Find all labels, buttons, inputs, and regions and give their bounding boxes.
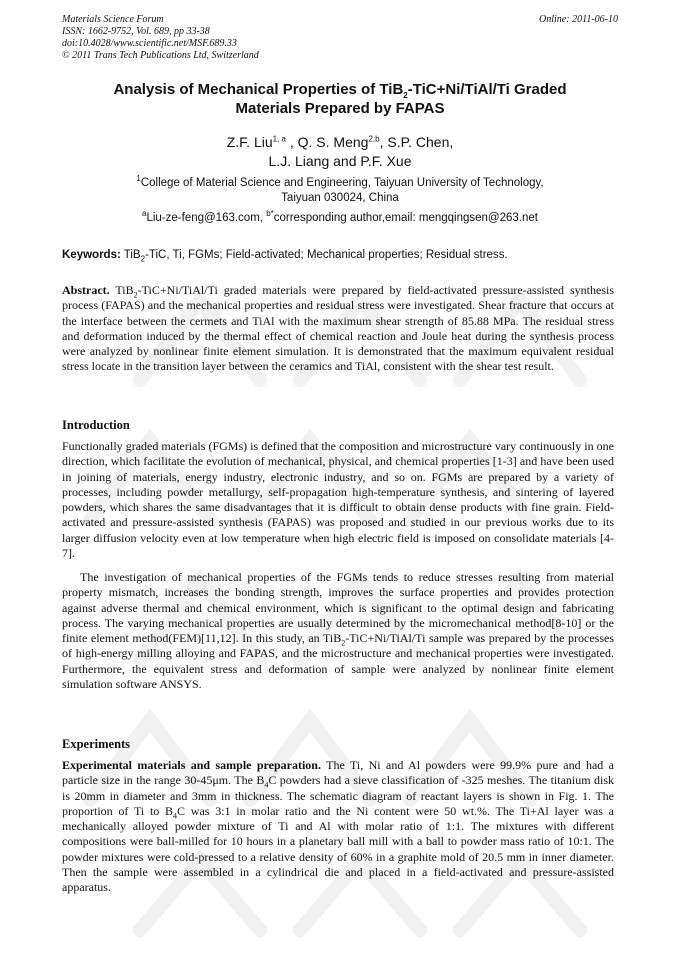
- experiments-subheading: Experimental materials and sample preparation.: [62, 758, 321, 772]
- author-list: [62, 133, 618, 171]
- journal-name: Materials Science Forum: [62, 14, 164, 25]
- author-emails: [62, 211, 618, 226]
- doi: doi:10.4028/www.scientific.net/MSF.689.33: [62, 38, 237, 49]
- abstract: [62, 283, 614, 375]
- experiments-heading: Experiments: [62, 737, 131, 751]
- intro-p2-sub: 2: [341, 638, 346, 648]
- exp-sub-2: 4: [173, 811, 178, 821]
- author-1-sup: 1, a: [272, 134, 286, 144]
- abstract-label: Abstract.: [62, 283, 110, 297]
- abstract-sub: 2: [133, 290, 138, 300]
- keywords-sub: 2: [140, 254, 146, 264]
- author-sep: ,: [285, 134, 298, 150]
- email-b: corresponding author,email: mengqingsen@263.net: [273, 212, 538, 224]
- introduction-heading: Introduction: [62, 418, 130, 432]
- keywords-pre: TiB: [120, 249, 141, 261]
- title-line2: Materials Prepared by FAPAS: [235, 100, 445, 117]
- affiliation-line1: College of Material Science and Engineering, Taiyuan University of Technology,: [140, 177, 544, 189]
- keywords: [62, 248, 618, 263]
- author-2-sup: 2,b: [368, 134, 380, 144]
- exp-text-2: C powders had a sieve classification of -325 meshes. The titanium disk is 20mm in diameter and 3mm in thickness. The schematic diagram of reactant layers is shown in Fig. 1. The proportion of Ti to B: [62, 773, 614, 818]
- author-3: , S.P. Chen,: [379, 134, 454, 150]
- exp-sub-1: 4: [264, 780, 269, 790]
- title-sub: 2: [403, 91, 408, 100]
- abstract-pre: TiB: [109, 283, 134, 297]
- exp-text-3: C was 3:1 in molar ratio and the Ni content were 50 wt.%. The Ti+Al layer was a mechanically alloyed powder mixture of Ti and Al with molar ratio of 1:1. The mixtures with different compositions were ball-milled for 10 hours in a planetary ball mill with a ball to powder mass ratio of 10:1. The powder mixtures were cold-pressed to a relative density of 60% in a graphite mold of 20.5 mm in inner diameter. Then the sample were assembled in a cylindrical die and placed in a field-activated and pressure-assisted apparatus.: [62, 803, 614, 895]
- email-b-sup: b*: [266, 209, 274, 219]
- online-date: Online: 2011-06-10: [539, 14, 618, 25]
- affiliation: [62, 176, 618, 206]
- title-line1-post: -TiC+Ni/TiAl/Ti Graded: [407, 81, 567, 98]
- intro-p2-post: -TiC+Ni/TiAl/Ti sample was prepared by the processes of high-energy milling alloying and FAPAS, and the microstructure and mechanical properties were investigated. Furthermore, the equivalent stress and deformation of sample were analyzed by nonlinear finite element simulation software ANSYS.: [62, 631, 614, 692]
- exp-text-1: The Ti, Ni and Al powders were 99.9% pure and had a particle size in the range 30-45μm. The B: [62, 758, 614, 788]
- copyright: © 2011 Trans Tech Publications Ltd, Switzerland: [62, 50, 259, 61]
- affiliation-line2: Taiyuan 030024, China: [281, 192, 399, 204]
- paper-title: [62, 80, 618, 118]
- email-a-sup: a: [142, 209, 147, 219]
- experiments-paragraph: [62, 758, 614, 896]
- journal-header: [62, 14, 618, 62]
- affiliation-sup: 1: [136, 174, 141, 184]
- title-line1-pre: Analysis of Mechanical Properties of TiB: [113, 81, 404, 98]
- email-a: Liu-ze-feng@163.com,: [146, 212, 267, 224]
- abstract-text: -TiC+Ni/TiAl/Ti graded materials were prepared by field-activated pressure-assisted synthesis process (FAPAS) and the mechanical properties and residual stress were investigated. Shear fracture that occurs at the interface between the cermets and TiAl with the maximum shear strength of 85.88 MPa. The residual stress and deformation induced by the thermal effect of chemical reaction and Joule heat during the synthesis process were analyzed by nonlinear finite element simulation. It is demonstrated that the maximum equivalent residual stress locate in the transition layer between the ceramics and TiAl, consistent with the shear test result.: [62, 283, 615, 374]
- introduction-paragraph-1: Functionally graded materials (FGMs) is defined that the composition and microstructure vary continuously in one direction, which facilitate the evolution of mechanical, physical, and chemical properties [1-3] and have been used in joining of materials, energy industry, electronic industry, and so on. FGMs are prepared by a variety of processes, including powder metallurgy, self-propagation high-temperature synthesis, and sintering of layered powders, which shares the same disadvantages that it is difficult to obtain dense products with fine grain. Field-activated and pressure-assisted synthesis (FAPAS) was proposed and studied in our previous works due to its larger diffusion velocity even at low temperature when high electric field is imposed on consolidate materials [4-7].: [62, 439, 614, 561]
- keywords-post: -TiC, Ti, FGMs; Field-activated; Mechanical properties; Residual stress.: [145, 249, 508, 261]
- author-2: Q. S. Meng: [297, 134, 369, 150]
- intro-p2-pre: The investigation of mechanical properties of the FGMs tends to reduce stresses resulting from material property mismatch, increases the bonding strength, improves the surface properties and provides protection against adverse thermal and chemical environment, which is significant to the optimal design and fabricating process. The varying mechanical properties are usually determined by the micromechanical method[8-10] or the finite element method(FEM)[11,12]. In this study, an TiB: [62, 570, 614, 646]
- keywords-label: Keywords:: [62, 249, 121, 261]
- author-1: Z.F. Liu: [226, 134, 273, 150]
- introduction-paragraph-2: [62, 570, 614, 692]
- issn: ISSN: 1662-9752, Vol. 689, pp 33-38: [62, 26, 210, 37]
- authors-line2: L.J. Liang and P.F. Xue: [268, 153, 412, 169]
